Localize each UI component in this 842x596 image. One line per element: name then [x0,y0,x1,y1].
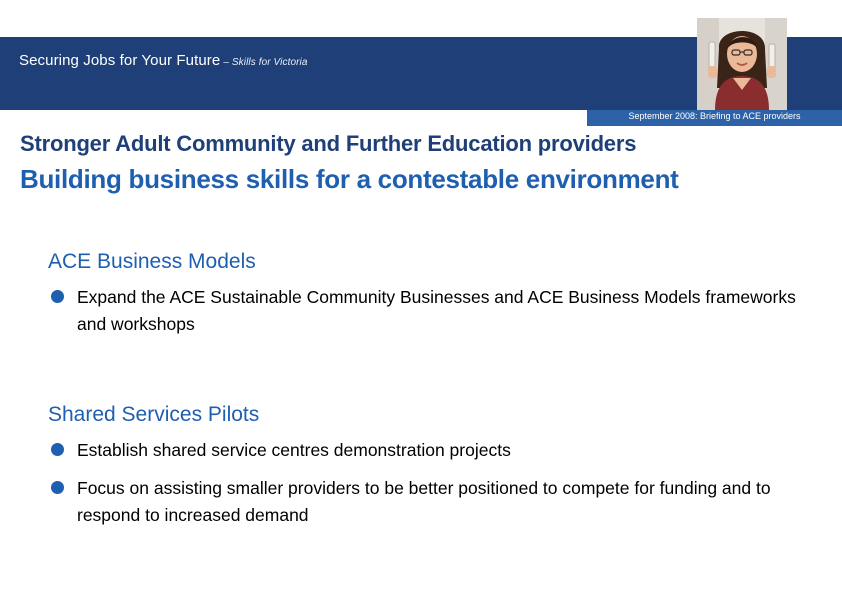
bullet-text: Focus on assisting smaller providers to be better positioned to compete for funding and to respond to increased demand [77,478,771,525]
banner-title-main: Securing Jobs for Your Future [19,52,221,69]
bullet-item [48,475,808,529]
bullet-list [48,437,808,529]
bullet-dot-icon [51,290,64,303]
section-title: Shared Services Pilots [48,403,260,426]
bullet-item [48,437,808,464]
briefing-date: September 2008: Briefing to ACE providers [628,111,801,121]
bullet-text: Establish shared service centres demonstration projects [77,440,511,460]
bullet-dot-icon [51,443,64,456]
slide-subheading: Building business skills for a contestable environment [20,164,679,194]
date-strip [587,110,842,126]
banner-title [19,52,308,69]
section-title: ACE Business Models [48,250,256,273]
slide-heading: Stronger Adult Community and Further Education providers [20,131,637,156]
section-shared-services-pilots [48,403,808,540]
bullet-text: Expand the ACE Sustainable Community Businesses and ACE Business Models frameworks and workshops [77,287,796,334]
banner-subtitle: – Skills for Victoria [223,57,308,68]
student-photo-illustration [697,18,787,110]
section-ace-business-models [48,250,808,349]
bullet-list [48,284,808,338]
bullet-dot-icon [51,481,64,494]
bullet-item [48,284,808,338]
student-photo [697,18,787,110]
